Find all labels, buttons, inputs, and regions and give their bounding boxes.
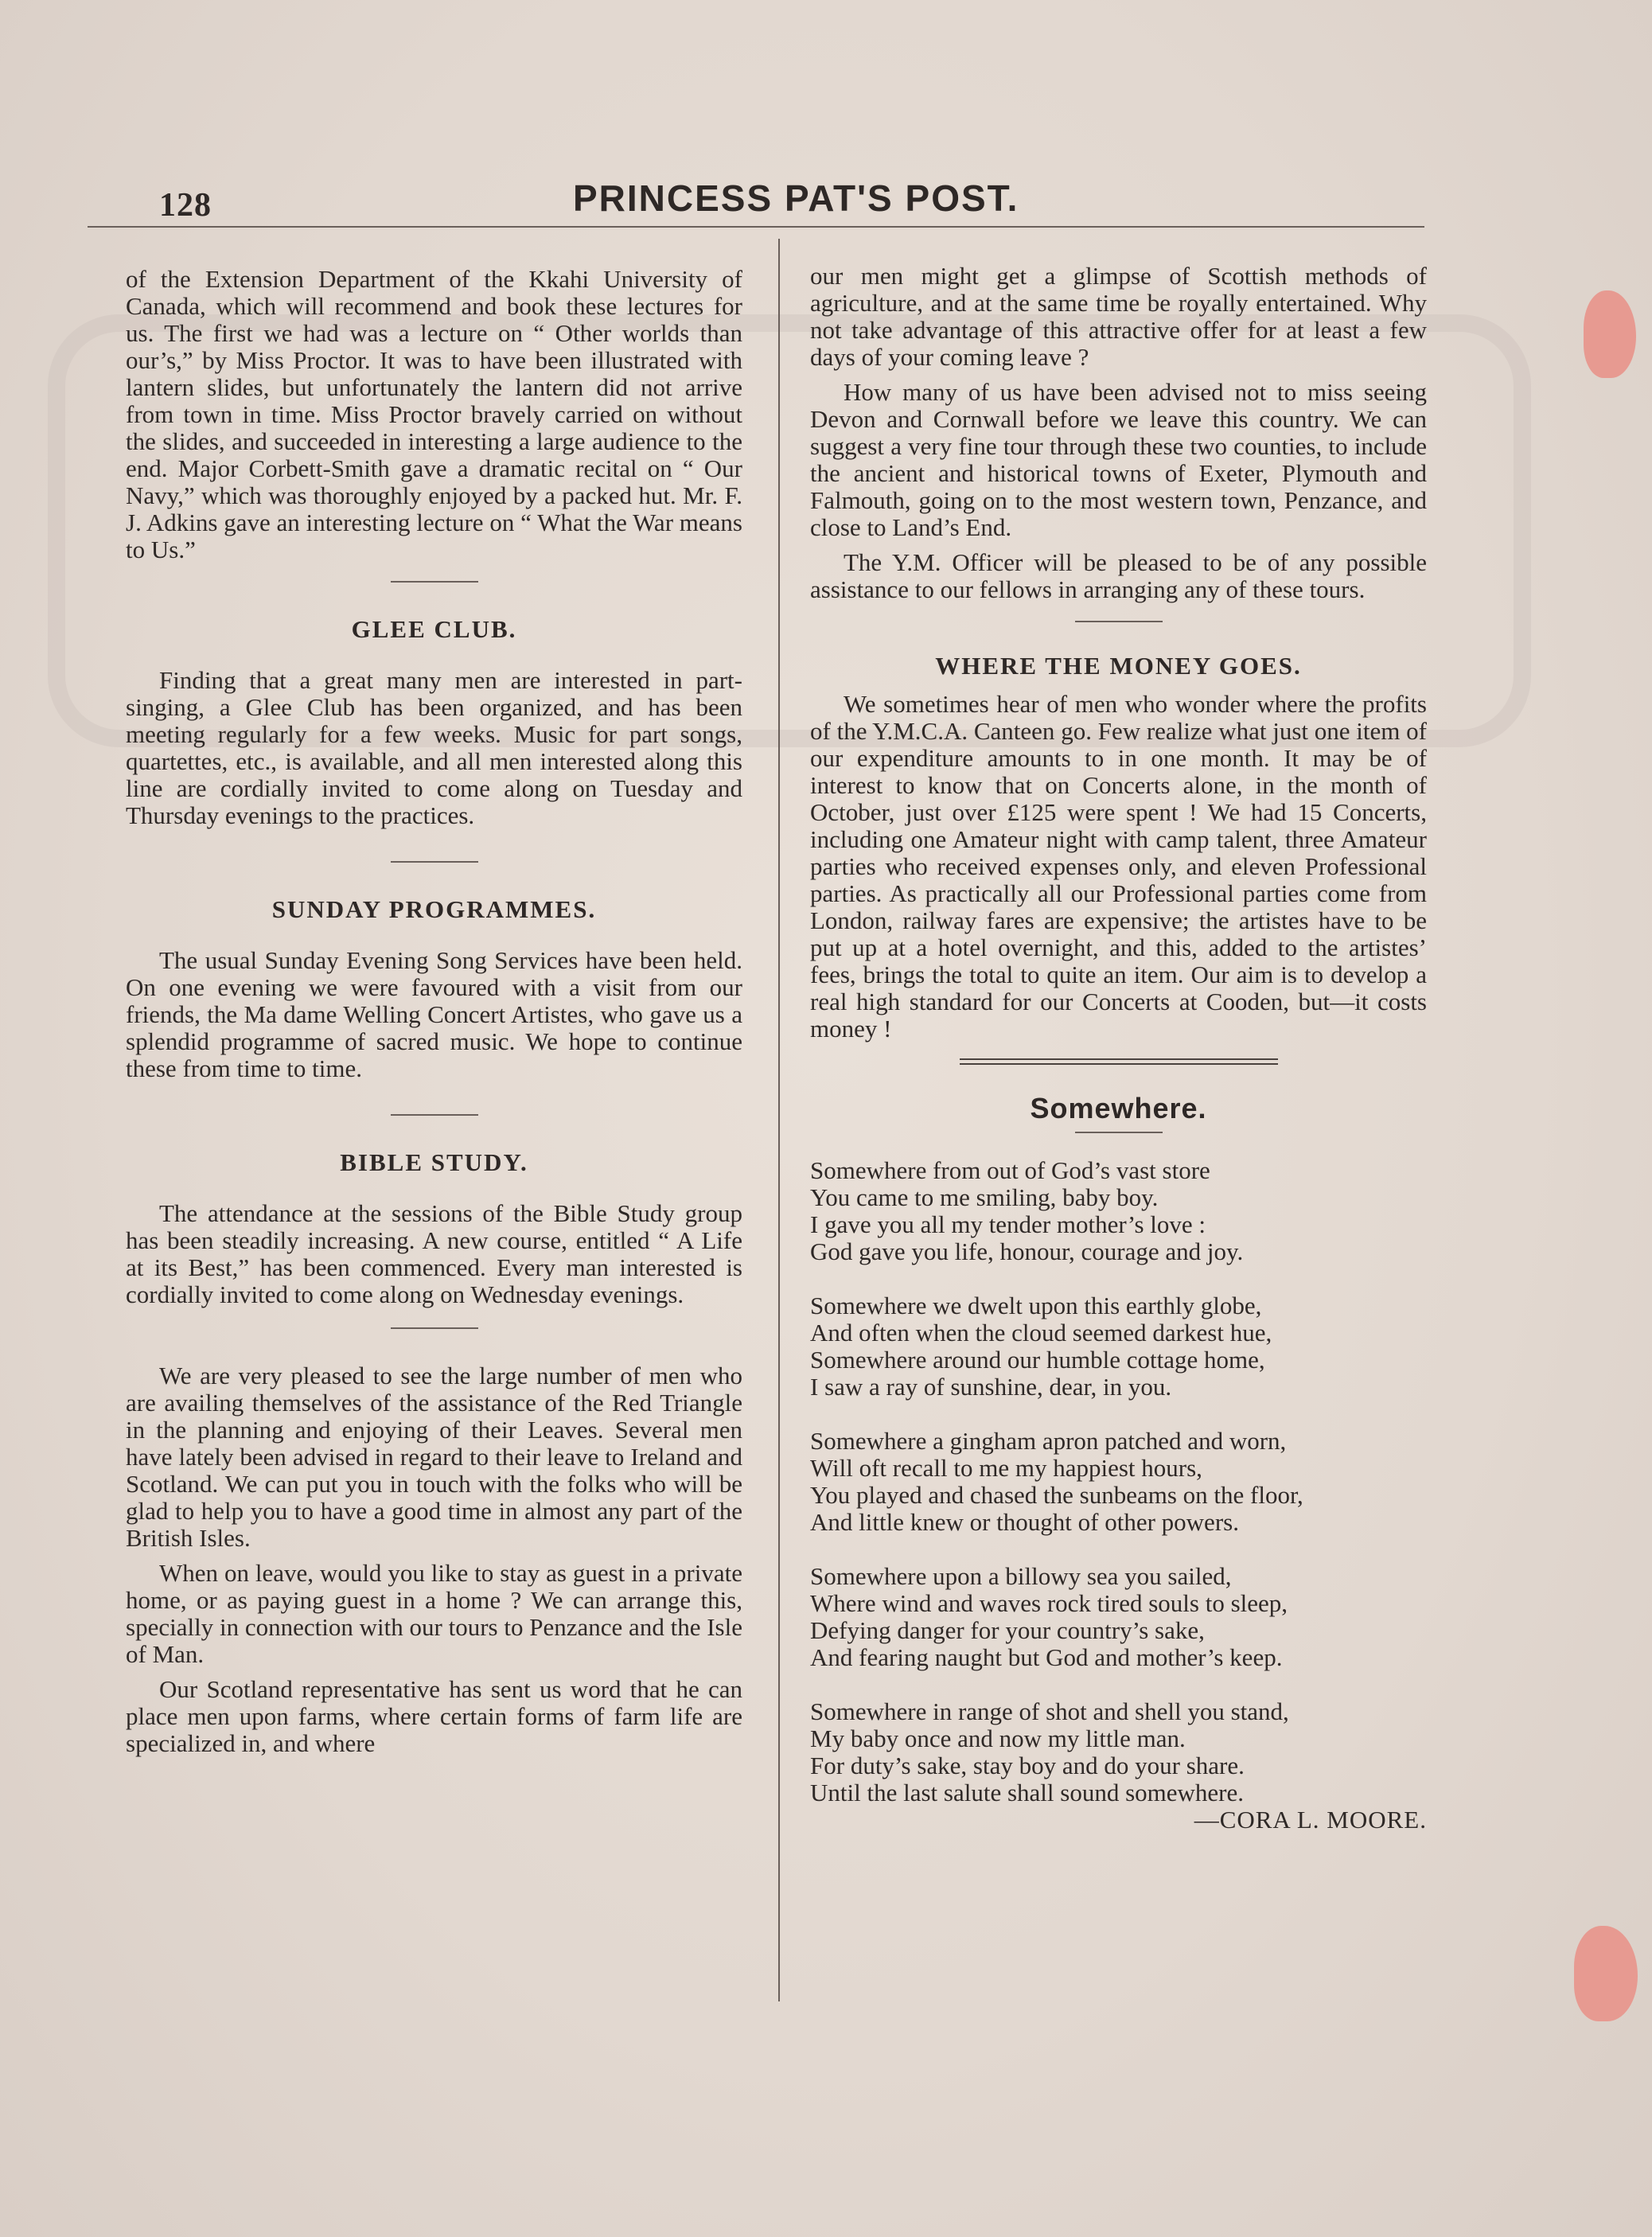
scotland-continuation: our men might get a glimpse of Scottish methods of agriculture, and at the same time be royally entertained. Why not take advantage of this attractive offer for at least a few days of your coming leave ? (810, 262, 1427, 371)
bible-study-body: The attendance at the sessions of the Bible Study group has been steadily increasing. A new course, entitled “ A Life at its Best,” has been commenced. Every man interested is cordially invited to come along on Wednesday evenings. (126, 1199, 742, 1308)
sunday-programmes-heading: SUNDAY PROGRAMMES. (271, 895, 597, 923)
column-rule (778, 239, 780, 2001)
poem (810, 1157, 1427, 1806)
poem-line: For duty’s sake, stay boy and do your share. (810, 1752, 1245, 1779)
leave-paragraph-3: Our Scotland representative has sent us word that he can place men upon farms, where certain forms of farm life are specialized in, and where (126, 1675, 742, 1757)
double-rule (960, 1058, 1278, 1065)
glee-club-body: Finding that a great many men are interested in part-singing, a Glee Club has been organized, and has been meeting regularly for a few weeks. Music for part songs, quartettes, etc., is available, and all men interested along this line are cordially invited to come along on Tuesday and Thursday evenings to the practices. (126, 666, 742, 829)
poem-line: I gave you all my tender mother’s love : (810, 1210, 1206, 1238)
poem-line: You came to me smiling, baby boy. (810, 1183, 1159, 1211)
poem-line: Somewhere a gingham apron patched and worn, (810, 1427, 1287, 1455)
bible-study-heading: BIBLE STUDY. (340, 1148, 528, 1176)
poem-line: You played and chased the sunbeams on the floor, (810, 1481, 1303, 1509)
poem-line: My baby once and now my little man. (810, 1725, 1186, 1752)
poem-stanza (810, 1157, 1427, 1265)
publication-title: PRINCESS PAT'S POST. (573, 177, 1019, 219)
poem-line: Somewhere we dwelt upon this earthly globe, (810, 1292, 1262, 1319)
poem-line: And little knew or thought of other powers. (810, 1508, 1239, 1536)
poem-stanza (810, 1428, 1427, 1536)
poem-line: Somewhere upon a billowy sea you sailed, (810, 1562, 1232, 1590)
poem-line: Somewhere from out of God’s vast store (810, 1156, 1210, 1184)
poem-title: Somewhere. (1030, 1092, 1207, 1124)
poem-stanza (810, 1292, 1427, 1401)
sunday-programmes-body: The usual Sunday Evening Song Services have been held. On one evening we were favoured with a visit from our friends, the Ma dame Welling Concert Artistes, who gave us a splendid programme of sacred music. We hope to continue these from time to time. (126, 946, 742, 1082)
poem-line: Where wind and waves rock tired souls to sleep, (810, 1589, 1288, 1617)
poem-stanza (810, 1698, 1427, 1806)
devon-cornwall-paragraph: How many of us have been advised not to miss seeing Devon and Cornwall before we leave this country. We can suggest a very fine tour through these two counties, to include the ancient and historical towns of Exeter, Plymouth and Falmouth, going on to the most western town, Penzance, and close to Land’s End. (810, 378, 1427, 541)
poem-stanza (810, 1563, 1427, 1671)
poem-line: God gave you life, honour, courage and joy. (810, 1237, 1244, 1265)
page-number: 128 (159, 187, 212, 224)
left-column (126, 266, 742, 1757)
torn-edge (1584, 290, 1636, 378)
torn-edge (1574, 1926, 1638, 2021)
header-rule (88, 226, 1424, 228)
poem-author: —CORA L. MOORE. (1194, 1806, 1427, 1834)
money-heading: WHERE THE MONEY GOES. (935, 652, 1302, 680)
poem-line: Defying danger for your country’s sake, (810, 1616, 1205, 1644)
poem-line: I saw a ray of sunshine, dear, in you. (810, 1373, 1172, 1401)
money-body: We sometimes hear of men who wonder where the profits of the Y.M.C.A. Canteen go. Few realize what just one item of our expenditure amounts to in one month. It may be of interest to know that on Concerts alone, in the month of October, just over £125 were spent ! We had 15 Concerts, including one Amateur night with camp talent, three Amateur parties who received expenses only, and eleven Professional parties. As practically all our Professional parties come from London, railway fares are expensive; the artistes have to be put up at a hotel overnight, and this, added to the artistes’ fees, brings the total to quite an item. Our aim is to develop a real high standard for our Concerts at Cooden, but—it costs money ! (810, 690, 1427, 1043)
poem-line: And often when the cloud seemed darkest hue, (810, 1319, 1272, 1346)
poem-line: Will oft recall to me my happiest hours, (810, 1454, 1202, 1482)
leave-paragraph-1: We are very pleased to see the large number of men who are availing themselves of the assistance of the Red Triangle in the planning and enjoying of their Leaves. Several men have lately been advised in regard to their leave to Ireland and Scotland. We can put you in touch with the folks who will be glad to help you to have a good time in almost any part of the British Isles. (126, 1362, 742, 1552)
right-column (810, 263, 1427, 1834)
poem-line: Until the last salute shall sound somewhere. (810, 1779, 1244, 1806)
page-header (159, 177, 1424, 224)
poem-line: And fearing naught but God and mother’s keep. (810, 1643, 1283, 1671)
glee-club-heading: GLEE CLUB. (351, 615, 517, 643)
leave-paragraph-2: When on leave, would you like to stay as guest in a private home, or as paying guest in a home ? We can arrange this, specially in connection with our tours to Penzance and the Isle of Man. (126, 1559, 742, 1668)
poem-line: Somewhere in range of shot and shell you stand, (810, 1697, 1289, 1725)
lectures-continuation: of the Extension Department of the Kkahi University of Canada, which will recommend and book these lectures for us. The first we had was a lecture on “ Other worlds than our’s,” by Miss Proctor. It was to have been illustrated with lantern slides, but unfortunately the lantern did not arrive from town in time. Miss Proctor bravely carried on without the slides, and succeeded in interesting a large audience to the end. Major Corbett-Smith gave a dramatic recital on “ Our Navy,” which was thoroughly enjoyed by a packed hut. Mr. F. J. Adkins gave an interesting lecture on “ What the War means to Us.” (126, 265, 742, 563)
poem-line: Somewhere around our humble cottage home, (810, 1346, 1265, 1374)
officer-paragraph: The Y.M. Officer will be pleased to be of any possible assistance to our fellows in arranging any of these tours. (810, 548, 1427, 603)
